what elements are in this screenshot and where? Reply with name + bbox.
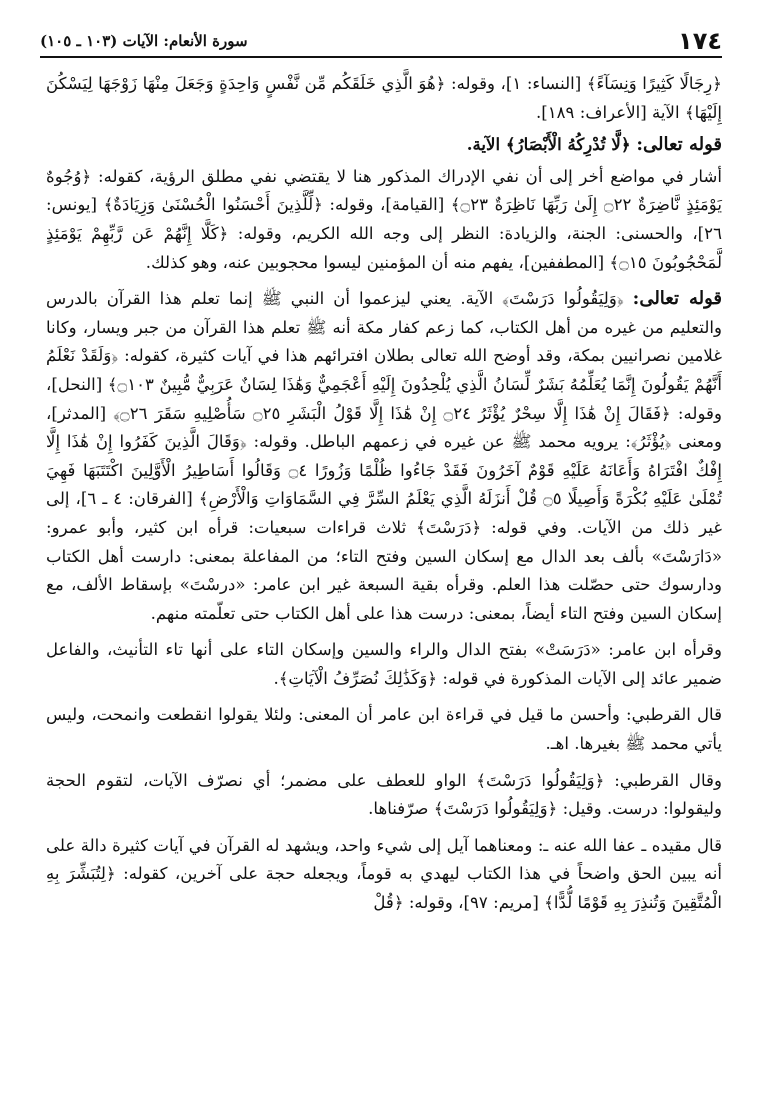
paragraph-text: أشار في مواضع أخر إلى أن نفي الإدراك المذكور هنا لا يقتضي نفي مطلق الرؤية، كقوله: ﴿وُجُوهٌ يَوْمَئِذٍ نَّاضِرَةٌ ۝٢٢ إِلَىٰ رَبِّهَا نَاظِرَةٌ ۝٢٣﴾ [القيامة]، وقوله: ﴿لِّلَّذِينَ أَحْسَنُوا الْحُسْنَىٰ وَزِيَادَةٌ﴾ [يونس: ٢٦]، والحسنى: الجنة، والزيادة: النظر إلى وجه الله الكريم، وقوله: ﴿كَلَّا إِنَّهُمْ عَن رَّبِّهِمْ يَوْمَئِذٍ لَّمَحْجُوبُونَ ۝١٥﴾ [المطففين]، يفهم منه أن المؤمنين ليسوا محجوبين عنه، وهو كذلك.	[46, 166, 722, 272]
paragraph	[46, 832, 722, 918]
paragraph	[46, 163, 722, 277]
section-label: قوله تعالى:	[632, 288, 722, 310]
page-number: ١٧٤	[678, 27, 722, 55]
page-body	[46, 70, 722, 1090]
paragraph-text: ﴿وَلِيَقُولُوا دَرَسْتَ﴾ الآية. يعني ليزعموا أن النبي ﷺ إنما تعلم هذا القرآن بالدرس والتعليم من غيره من أهل الكتاب، كما زعم كفار مكة أنه ﷺ تعلم هذا القرآن من جبر ويسار، وكانا غلامين نصرانيين بمكة، وقد أوضح الله تعالى بطلان افترائهم هذا في آيات كثيرة، كقوله: ﴿وَلَقَدْ نَعْلَمُ أَنَّهُمْ يَقُولُونَ إِنَّمَا يُعَلِّمُهُ بَشَرٌ لِّسَانُ الَّذِي يُلْحِدُونَ إِلَيْهِ أَعْجَمِيٌّ وَهَٰذَا لِسَانٌ عَرَبِيٌّ مُّبِينٌ ۝١٠٣﴾ [النحل]، وقوله: ﴿فَقَالَ إِنْ هَٰذَا إِلَّا سِحْرٌ يُؤْثَرُ ۝٢٤ إِنْ هَٰذَا إِلَّا قَوْلُ الْبَشَرِ ۝٢٥ سَأُصْلِيهِ سَقَرَ ۝٢٦﴾ [المدثر]، ومعنى ﴿يُؤْثَرُ﴾: يرويه محمد ﷺ عن غيره في زعمهم الباطل. وقوله: ﴿وَقَالَ الَّذِينَ كَفَرُوا إِنْ هَٰذَا إِلَّا إِفْكٌ افْتَرَاهُ وَأَعَانَهُ عَلَيْهِ قَوْمٌ آخَرُونَ فَقَدْ جَاءُوا ظُلْمًا وَزُورًا ۝٤ وَقَالُوا أَسَاطِيرُ الْأَوَّلِينَ اكْتَتَبَهَا فَهِيَ تُمْلَىٰ عَلَيْهِ بُكْرَةً وَأَصِيلًا ۝٥ قُلْ أَنزَلَهُ الَّذِي يَعْلَمُ السِّرَّ فِي السَّمَاوَاتِ وَالْأَرْضِ﴾ [الفرقان: ٤ ـ ٦]، إلى غير ذلك من الآيات. وفي قوله: ﴿دَرَسْتَ﴾ ثلاث قراءات سبعيات: قرأه ابن كثير، وأبو عمرو: «دَارَسْتَ» بألف بعد الدال مع إسكان السين وفتح التاء؛ من المفاعلة بمعنى: دارست أهل الكتاب ودارسوك حتى حصّلت هذا العلم. وقرأه بقية السبعة غير ابن عامر: «درسْتَ» بإسقاط الألف، مع إسكان السين وفتح التاء أيضاً، بمعنى: درست هذا على أهل الكتاب حتى تعلّمته منهم.	[46, 289, 723, 623]
paragraph	[46, 70, 722, 127]
paragraph-text: وقال القرطبي: ﴿وَلِيَقُولُوا دَرَسْتَ﴾ الواو للعطف على مضمر؛ أي نصرّف الآيات، لتقوم الحجة وليقولوا: درست. وقيل: ﴿وَلِيَقُولُوا دَرَسْتَ﴾ صرّفناها.	[46, 770, 722, 819]
paragraph	[46, 130, 722, 160]
paragraph	[46, 285, 722, 628]
paragraph-text: ﴿رِجَالًا كَثِيرًا وَنِسَآءً﴾ [النساء: ١]، وقوله: ﴿هُوَ الَّذِي خَلَقَكُم مِّن نَّفْسٍ وَاحِدَةٍ وَجَعَلَ مِنْهَا زَوْجَهَا لِيَسْكُنَ إِلَيْهَا﴾ الآية [الأعراف: ١٨٩].	[46, 74, 722, 122]
paragraph-text: ﴿لَّا تُدْرِكُهُ الْأَبْصَارُ﴾ الآية.	[466, 134, 637, 155]
page-header	[40, 26, 722, 58]
running-head: سورة الأنعام: الآيات (١٠٣ ـ ١٠٥)	[40, 32, 248, 50]
paragraph-text: قال مقيده ـ عفا الله عنه ـ: ومعناهما آيل إلى شيء واحد، ويشهد له القرآن في آيات كثيرة دالة على أنه يبين الحق واضحاً في هذا الكتاب ليهدي به قوماً، ويجعله حجة على آخرين، كقوله: ﴿لِتُبَشِّرَ بِهِ الْمُتَّقِينَ وَتُنذِرَ بِهِ قَوْمًا لُّدًّا﴾ [مريم: ٩٧]، وقوله: ﴿قُلْ	[46, 835, 722, 913]
paragraph	[46, 767, 722, 824]
paragraph-text: قال القرطبي: وأحسن ما قيل في قراءة ابن عامر أن المعنى: ولئلا يقولوا انقطعت وانمحت، وليس يأتي محمد ﷺ بغيرها. اهـ.	[46, 705, 722, 754]
paragraph-text: وقرأه ابن عامر: «دَرَسَتْ» بفتح الدال والراء والسين وإسكان التاء على أنها تاء التأنيث، والفاعل ضمير عائد إلى الآيات المذكورة في قوله: ﴿وَكَذَٰلِكَ نُصَرِّفُ الْآيَاتِ﴾.	[46, 640, 722, 688]
section-label: قوله تعالى:	[636, 134, 722, 156]
paragraph	[46, 636, 722, 693]
paragraph	[46, 701, 722, 758]
